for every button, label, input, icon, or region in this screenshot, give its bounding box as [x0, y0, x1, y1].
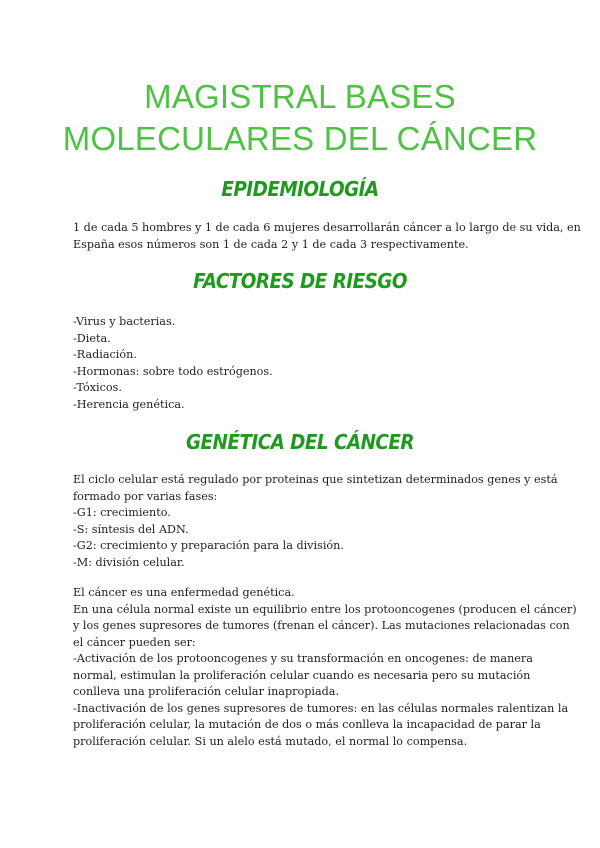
text-line: -M: división celular.	[73, 555, 185, 569]
genetica-ciclo-paragraph	[73, 472, 558, 571]
text-line: proliferación celular, la mutación de dos o más conlleva la incapacidad de parar la	[73, 718, 541, 731]
text-line: -S: síntesis del ADN.	[73, 522, 189, 536]
text-line: -G1: crecimiento.	[73, 506, 171, 519]
text-line: -G2: crecimiento y preparación para la división.	[73, 539, 344, 552]
list-item: -Tóxicos.	[73, 381, 122, 394]
page-title	[0, 76, 600, 160]
heading-genetica-del-cancer: GENÉTICA DEL CÁNCER	[185, 430, 415, 454]
heading-factores-de-riesgo: FACTORES DE RIESGO	[193, 269, 407, 293]
page-title-line-2: MOLECULARES DEL CÁNCER	[62, 120, 538, 157]
text-line: formado por varias fases:	[73, 489, 218, 503]
list-item: -Virus y bacterias.	[73, 315, 176, 328]
page-title-line-1: MAGISTRAL BASES	[144, 78, 456, 115]
epidemiologia-paragraph	[73, 220, 581, 253]
text-line: España esos números son 1 de cada 2 y 1 de cada 3 respectivamente.	[73, 237, 469, 251]
factores-list	[73, 314, 533, 413]
text-line: y los genes supresores de tumores (frenan el cáncer). Las mutaciones relacionadas con	[73, 619, 570, 632]
text-line: -Activación de los protooncogenes y su transformación en oncogenes: de manera	[73, 652, 533, 665]
text-line: En una célula normal existe un equilibrio entre los protooncogenes (producen el cáncer)	[73, 602, 577, 616]
text-line: conlleva una proliferación celular inapropiada.	[73, 685, 340, 698]
list-item: -Radiación.	[73, 348, 137, 361]
heading-epidemiologia: EPIDEMIOLOGÍA	[221, 177, 379, 201]
list-item: -Herencia genética.	[73, 397, 185, 411]
text-line: -Inactivación de los genes supresores de tumores: en las células normales ralentizan la	[73, 701, 569, 715]
text-line: normal, estimulan la proliferación celular cuando es necesaria pero su mutación	[73, 668, 531, 682]
text-line: el cáncer pueden ser:	[73, 635, 196, 649]
text-line: proliferación celular. Si un alelo está mutado, el normal lo compensa.	[73, 734, 468, 748]
text-line: El cáncer es una enfermedad genética.	[73, 586, 295, 599]
list-item: -Hormonas: sobre todo estrógenos.	[73, 364, 273, 378]
genetica-cancer-paragraph	[73, 585, 577, 750]
list-item: -Dieta.	[73, 331, 111, 345]
text-line: El ciclo celular está regulado por proteinas que sintetizan determinados genes y está	[73, 473, 558, 486]
text-line: 1 de cada 5 hombres y 1 de cada 6 mujeres desarrollarán cáncer a lo largo de su vida, en	[73, 221, 581, 234]
